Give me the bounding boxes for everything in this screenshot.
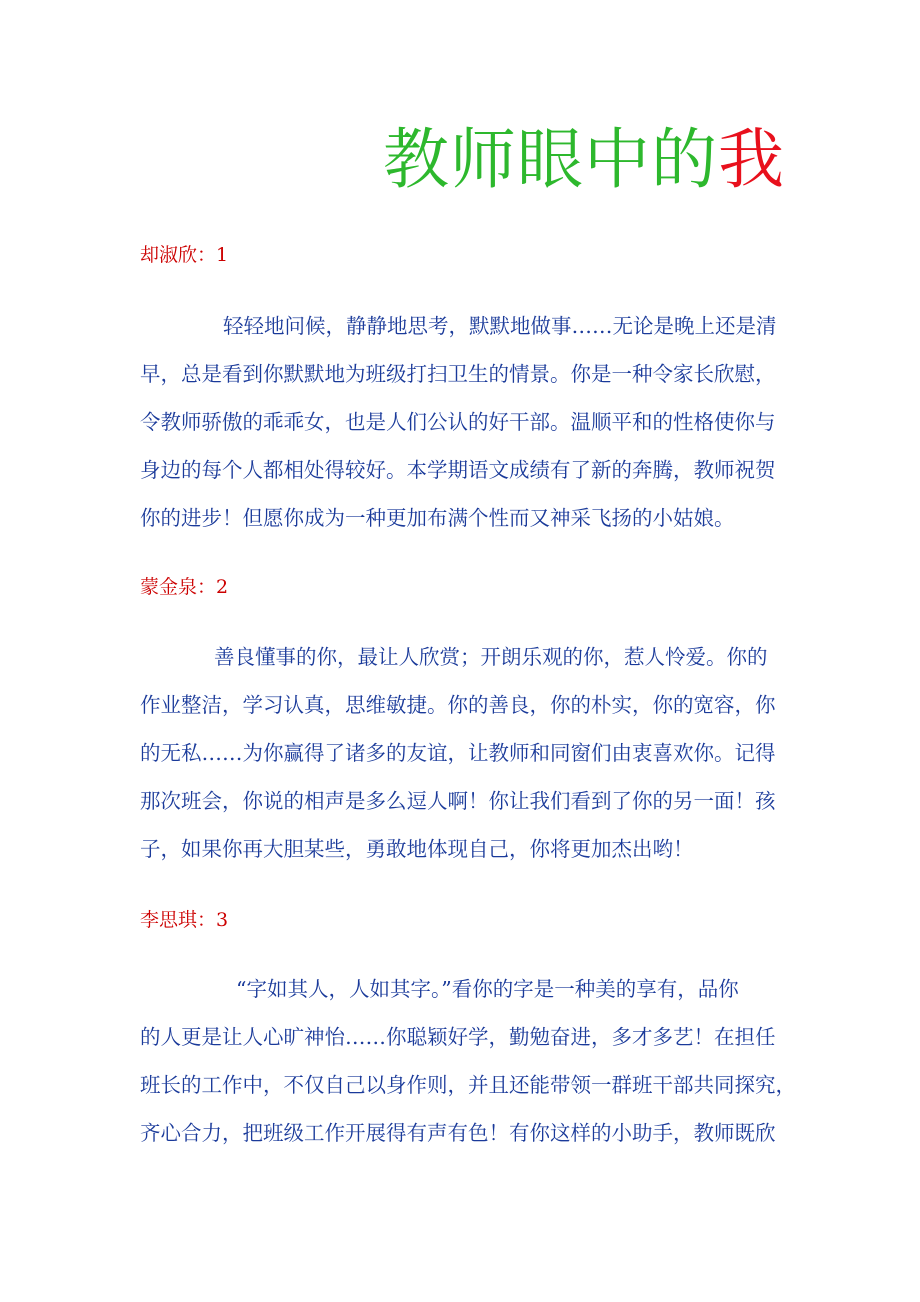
paragraph-line: 早，总是看到你默默地为班级打扫卫生的情景。你是一种令家长欣慰， [140,362,776,386]
paragraph-line: 子，如果你再大胆某些，勇敢地体现自己，你将更加杰出哟！ [140,837,694,861]
paragraph-line: 作业整洁，学习认真，思维敏捷。你的善良，你的朴实，你的宽容，你 [140,693,776,717]
student-name-2: 蒙金泉：2 [140,576,229,598]
paragraph-line: 善良懂事的你，最让人欣赏；开朗乐观的你，惹人怜爱。你的 [214,645,768,669]
student-name-3: 李思琪：3 [140,909,229,931]
comment-paragraph-1 [140,302,782,542]
paragraph-line: “字如其人，人如其字。”看你的字是一种美的享有，品你 [236,977,739,1001]
paragraph-line: 轻轻地问候，静静地思考，默默地做事……无论是晚上还是清 [223,314,777,338]
paragraph-line: 齐心合力，把班级工作开展得有声有色！有你这样的小助手，教师既欣 [140,1121,776,1145]
comment-paragraph-3 [140,965,796,1157]
paragraph-line: 你的进步！但愿你成为一种更加布满个性而又神采飞扬的小姑娘。 [140,506,735,530]
paragraph-line: 的人更是让人心旷神怡……你聪颖好学，勤勉奋进，多才多艺！在担任 [140,1025,776,1049]
comment-paragraph-2 [140,633,782,873]
paragraph-line: 班长的工作中，不仅自己以身作则，并且还能带领一群班干部共同探究， [140,1073,796,1097]
paragraph-line: 那次班会，你说的相声是多么逗人啊！你让我们看到了你的另一面！孩 [140,789,776,813]
paragraph-line: 的无私……为你赢得了诸多的友谊，让教师和同窗们由衷喜欢你。记得 [140,741,776,765]
title-red-part: 我 [718,121,785,198]
paragraph-line: 身边的每个人都相处得较好。本学期语文成绩有了新的奔腾，教师祝贺 [140,458,776,482]
page-title [383,118,785,202]
paragraph-line: 令教师骄傲的乖乖女，也是人们公认的好干部。温顺平和的性格使你与 [140,410,776,434]
title-green-part: 教师眼中的 [383,121,718,198]
student-name-1: 却淑欣：1 [140,244,229,266]
